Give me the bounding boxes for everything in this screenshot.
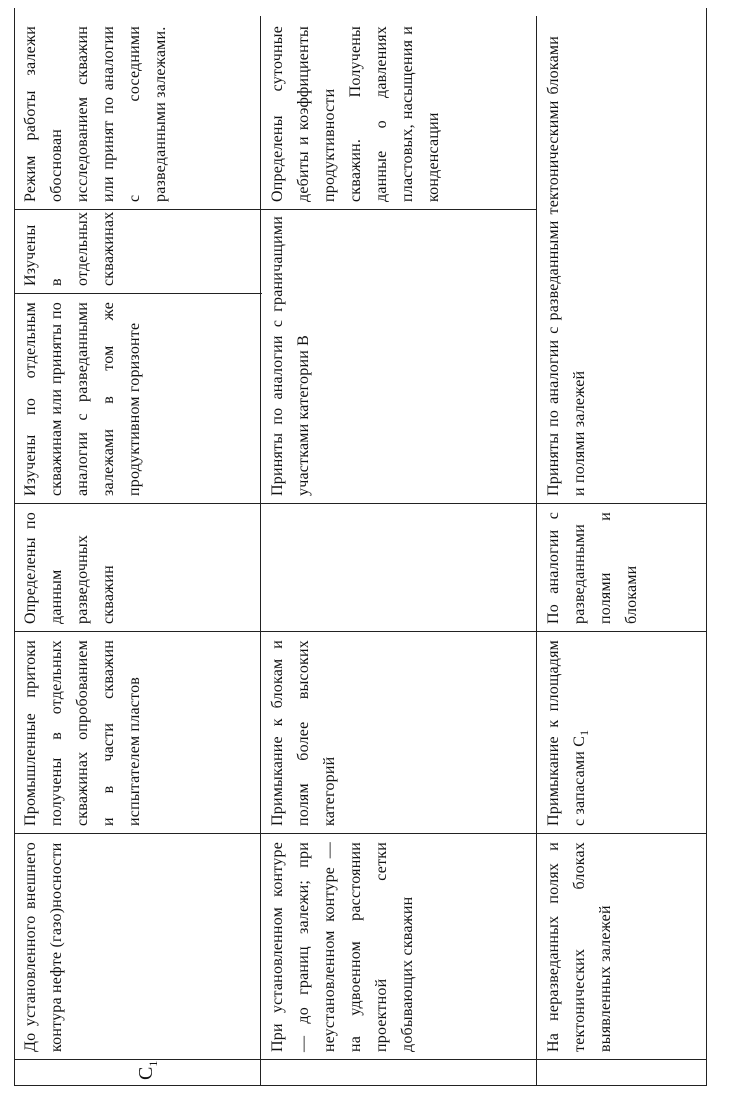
row2-basis-cell: Примыкание к блокам и полям более высоких категорий	[269, 640, 338, 826]
table-top-border	[14, 8, 15, 1086]
column-separator-1	[14, 1059, 706, 1060]
row1-area-cell: До установленного внешнего контура нефте (газо)носности	[22, 842, 65, 1052]
row3-basis-subscript: 1	[577, 729, 591, 736]
row1-basis-cell: Промышленные притоки получены в отдельных скважинах опробованием и в части скважин испытателем пластов	[22, 640, 143, 826]
category-column-border	[14, 1085, 706, 1086]
row2-regime-cell: Определены суточные дебиты и коэффициенты продуктивности скважин. Получены данные о давлениях пластовых, насыщения и конденсации	[269, 26, 442, 202]
column-separator-3	[14, 631, 706, 632]
row2-area-cell: При установленном контуре — до границ залежи; при неустановленном контуре — на удвоенном расстоянии проектной сетки добывающих скважин	[269, 842, 416, 1052]
column-separator-4	[14, 503, 706, 504]
column-separator-2	[14, 833, 706, 834]
category-label	[135, 1061, 161, 1080]
row1-composition-cell: Изучены в отдельных скважинах	[22, 211, 117, 286]
row2-properties-cell: Приняты по аналогии с граничащими участками категории В	[269, 216, 312, 496]
column-separator-6	[14, 209, 536, 210]
row1-contour-cell: Определены по данным разведочных скважин	[22, 512, 117, 624]
row-separator-2	[536, 16, 537, 1086]
row-separator-1	[260, 16, 261, 1086]
category-main: C	[135, 1066, 157, 1080]
column-separator-5	[14, 293, 262, 294]
row3-basis-cell	[541, 640, 597, 826]
row3-area-cell: На неразведанных полях и тектонических блоках выявленных залежей	[545, 842, 614, 1052]
row3-rest-merged-cell: Приняты по аналогии с разведанными тектоническими блоками и полями залежей	[545, 36, 588, 496]
row3-contour-cell: По аналогии с разведанными полями и блоками	[545, 512, 640, 624]
row1-properties-cell: Изучены по отдельным скважинам или приняты по аналогии с разведанными залежами в том же продуктивном горизонте	[22, 302, 143, 496]
category-subscript: 1	[146, 1060, 160, 1067]
row1-regime-cell: Режим работы залежи обоснован исследованием скважин или принят по аналогии с соседними разведанными залежами.	[22, 26, 169, 202]
table-bottom-border	[706, 8, 707, 1086]
row3-basis-text: Примыкание к площадям с запасами C	[545, 640, 588, 826]
